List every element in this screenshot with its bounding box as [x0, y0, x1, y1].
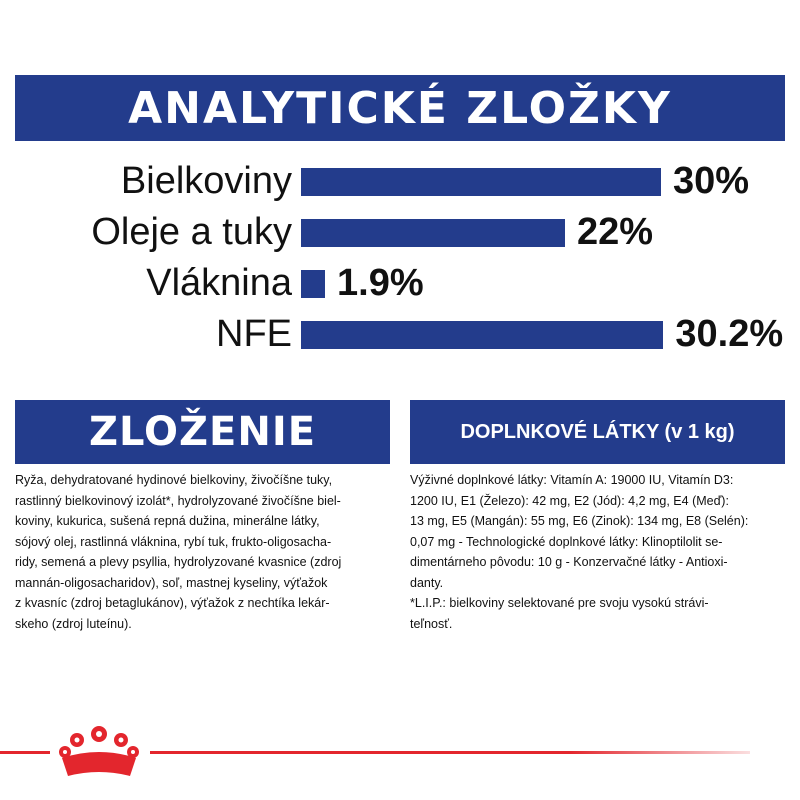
composition-text — [15, 470, 390, 634]
chart-bar — [301, 168, 661, 196]
chart-category-label: Bielkoviny — [120, 160, 292, 202]
additives-line: dimentárneho pôvodu: 10 g - Konzervačné látky - Antioxi- — [410, 555, 728, 569]
composition-line: koviny, kukurica, sušená repná dužina, minerálne látky, — [15, 514, 320, 528]
composition-line: sójový olej, rastlinná vláknina, rybí tuk, frukto-oligosacha- — [15, 534, 332, 549]
chart-row — [0, 206, 800, 258]
chart-row — [0, 308, 800, 360]
chart-row — [0, 257, 800, 309]
chart-row — [0, 155, 800, 207]
composition-line: Ryža, dehydratované hydinové bielkoviny, živočíšne tuky, — [15, 473, 333, 487]
chart-value-label: 1.9% — [337, 262, 424, 304]
additives-line: *L.I.P.: bielkoviny selektované pre svoju vysokú strávi- — [410, 596, 709, 610]
footer-red-line-left — [0, 751, 50, 754]
additives-header — [410, 400, 785, 464]
chart-category-label: NFE — [216, 313, 292, 355]
additives-line: 1200 IU, E1 (Železo): 42 mg, E2 (Jód): 4,2 mg, E4 (Meď): — [410, 493, 729, 508]
composition-line: rastlinný bielkovinový izolát*, hydrolyzované živočíšne biel- — [15, 493, 341, 508]
additives-line: 0,07 mg - Technologické doplnkové látky: Klinoptilolit se- — [410, 534, 723, 549]
additives-text — [410, 470, 785, 634]
royal-canin-crown-icon — [56, 722, 142, 782]
additives-line: 13 mg, E5 (Mangán): 55 mg, E6 (Zinok): 134 mg, E8 (Selén): — [410, 514, 749, 528]
analytics-banner — [15, 75, 785, 141]
composition-line: mannán-oligosacharidov), soľ, mastnej kyseliny, výťažok — [15, 575, 328, 590]
chart-category-label: Oleje a tuky — [91, 211, 292, 253]
chart-bar — [301, 219, 565, 247]
additives-line: danty. — [410, 575, 444, 590]
composition-line: z kvasníc (zdroj betaglukánov), výťažok z nechtíka lekár- — [15, 596, 330, 610]
analytics-title: ANALYTICKÉ ZLOŽKY — [128, 82, 672, 134]
composition-line: ridy, semená a plevy psyllia, hydrolyzované kvasnice (zdroj — [15, 555, 342, 569]
chart-value-label: 30.2% — [675, 313, 784, 355]
composition-header — [15, 400, 390, 464]
composition-line: skeho (zdroj luteínu). — [15, 616, 132, 631]
additives-line: teľnosť. — [410, 616, 453, 631]
chart-value-label: 22% — [577, 211, 654, 253]
footer-red-line-right — [150, 751, 750, 754]
additives-line: Výživné doplnkové látky: Vitamín A: 19000 IU, Vitamín D3: — [410, 473, 734, 487]
chart-bar — [301, 321, 663, 349]
additives-title: DOPLNKOVÉ LÁTKY (v 1 kg) — [460, 420, 735, 443]
chart-value-label: 30% — [673, 160, 750, 202]
chart-category-label: Vláknina — [146, 262, 292, 304]
chart-bar — [301, 270, 325, 298]
composition-title: ZLOŽENIE — [88, 409, 317, 455]
